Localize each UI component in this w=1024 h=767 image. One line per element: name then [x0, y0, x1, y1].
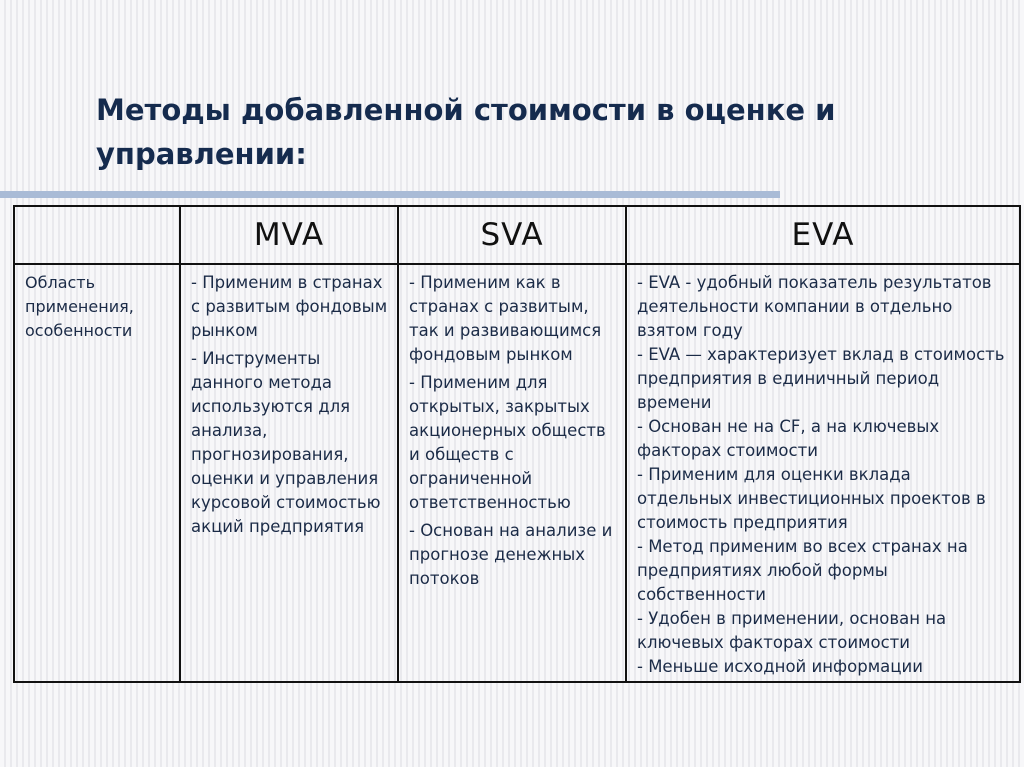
- mva-item: - Применим в странах с развитым фондовым рынком: [191, 273, 388, 340]
- mva-item: - Инструменты данного метода используются для анализа, прогнозирования, оценки и управления курсовой стоимостью акций предприятия: [191, 349, 381, 536]
- header-sva: SVA: [398, 206, 626, 264]
- slide-title: Методы добавленной стоимости в оценке и управлении:: [96, 93, 836, 171]
- title-underline-bar: [0, 191, 780, 198]
- sva-item: - Применим как в странах с развитым, так и развивающимся фондовым рынком: [409, 273, 602, 364]
- eva-item: - EVA - удобный показатель результатов деятельности компании в отдельно взятом году: [637, 273, 992, 340]
- eva-item: - Применим для оценки вклада отдельных инвестиционных проектов в стоимость предприятия: [637, 465, 986, 532]
- eva-item: - Удобен в применении, основан на ключевых факторах стоимости: [637, 609, 947, 652]
- row-label-cell: [14, 264, 180, 682]
- eva-item: - Меньше исходной информации: [637, 657, 923, 676]
- sva-item: - Основан на анализе и прогнозе денежных потоков: [409, 521, 613, 588]
- header-mva: MVA: [180, 206, 398, 264]
- eva-item: - Метод применим во всех странах на предприятиях любой формы собственности: [637, 537, 968, 604]
- sva-item: - Применим для открытых, закрытых акционерных обществ и обществ с ограниченной ответственностью: [409, 373, 606, 512]
- row-label: Область применения, особенности: [25, 273, 134, 340]
- eva-item: - Основан не на CF, а на ключевых факторах стоимости: [637, 417, 940, 460]
- eva-item: - EVA — характеризует вклад в стоимость предприятия в единичный период времени: [637, 345, 1005, 412]
- sva-cell: [398, 264, 626, 682]
- header-eva: EVA: [626, 206, 1020, 264]
- eva-cell: [626, 264, 1020, 682]
- table-row: [14, 264, 1020, 682]
- mva-cell: [180, 264, 398, 682]
- header-row: [14, 206, 1020, 264]
- comparison-table: [13, 205, 1021, 683]
- header-empty-cell: [14, 206, 180, 264]
